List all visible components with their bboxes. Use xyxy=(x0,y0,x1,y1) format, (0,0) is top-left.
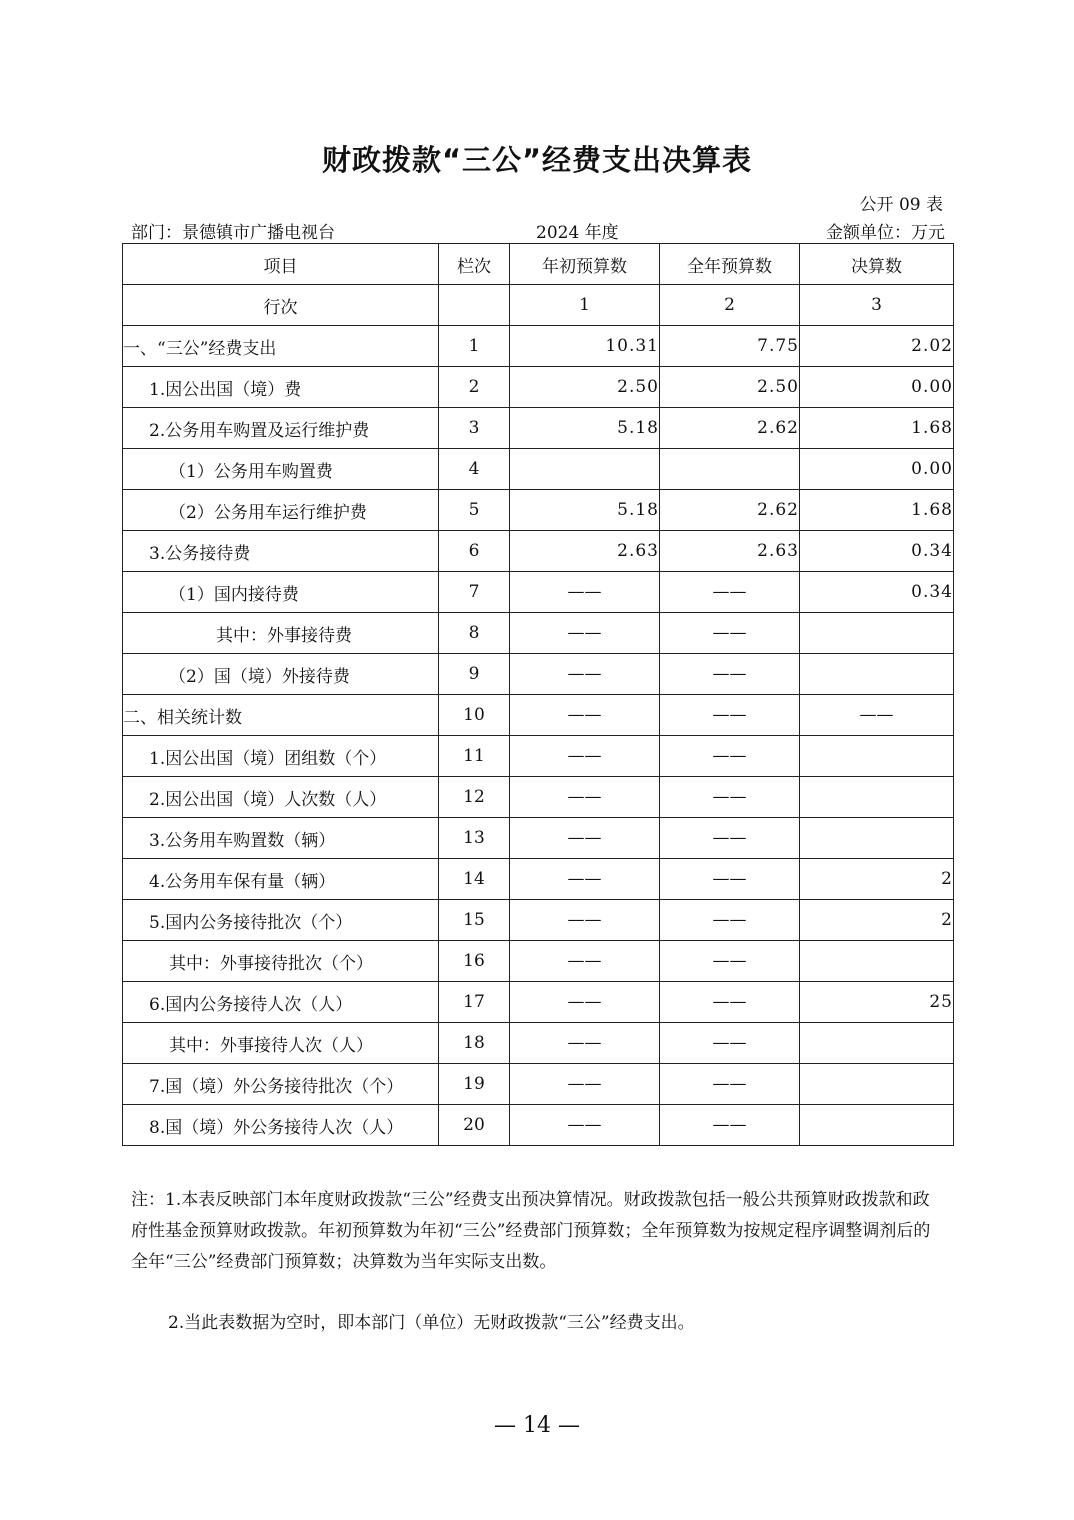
row-item: 1.因公出国（境）费 xyxy=(123,367,439,408)
row-budget-full: —— xyxy=(660,941,800,982)
row-budget-full: —— xyxy=(660,736,800,777)
row-budget-full: —— xyxy=(660,1105,800,1146)
row-final: 0.00 xyxy=(800,367,954,408)
row-item: 二、相关统计数 xyxy=(123,695,439,736)
row-final: 2 xyxy=(800,859,954,900)
row-final xyxy=(800,1064,954,1105)
department-label: 部门：景德镇市广播电视台 xyxy=(131,223,335,243)
row-budget-full: —— xyxy=(660,695,800,736)
row-budget-full: —— xyxy=(660,572,800,613)
row-item: 3.公务接待费 xyxy=(123,531,439,572)
row-budget-initial: —— xyxy=(510,572,660,613)
row-budget-full: —— xyxy=(660,982,800,1023)
unit-label: 金额单位：万元 xyxy=(826,223,945,243)
row-budget-full: —— xyxy=(660,859,800,900)
row-budget-full: —— xyxy=(660,613,800,654)
row-no: 17 xyxy=(439,982,510,1023)
row-item: 其中：外事接待费 xyxy=(123,613,439,654)
row-no: 15 xyxy=(439,900,510,941)
row-item: 1.因公出国（境）团组数（个） xyxy=(123,736,439,777)
row-no: 16 xyxy=(439,941,510,982)
row-item: 7.国（境）外公务接待批次（个） xyxy=(123,1064,439,1105)
page-title: 财政拨款“三公”经费支出决算表 xyxy=(321,143,753,177)
row-no: 8 xyxy=(439,613,510,654)
row-budget-initial: 10.31 xyxy=(510,326,660,367)
table-row xyxy=(123,449,954,490)
row-budget-initial: 2.50 xyxy=(510,367,660,408)
row-item: 5.国内公务接待批次（个） xyxy=(123,900,439,941)
year-label: 2024 年度 xyxy=(536,223,619,243)
row-final: 2.02 xyxy=(800,326,954,367)
row-no: 20 xyxy=(439,1105,510,1146)
row-final: 2 xyxy=(800,900,954,941)
expense-table xyxy=(122,243,954,1146)
row-budget-full: —— xyxy=(660,900,800,941)
row-budget-initial: —— xyxy=(510,654,660,695)
row-item: 其中：外事接待人次（人） xyxy=(123,1023,439,1064)
header-item: 项目 xyxy=(123,244,439,285)
row-item: 3.公务用车购置数（辆） xyxy=(123,818,439,859)
row-no: 10 xyxy=(439,695,510,736)
table-row xyxy=(123,900,954,941)
table-row xyxy=(123,531,954,572)
row-budget-initial: —— xyxy=(510,613,660,654)
row-no: 5 xyxy=(439,490,510,531)
row-budget-initial: —— xyxy=(510,941,660,982)
row-final: 1.68 xyxy=(800,408,954,449)
row-index-c2: 2 xyxy=(660,285,800,326)
row-budget-initial: —— xyxy=(510,1105,660,1146)
row-no: 3 xyxy=(439,408,510,449)
row-item: 8.国（境）外公务接待人次（人） xyxy=(123,1105,439,1146)
row-no: 12 xyxy=(439,777,510,818)
table-row xyxy=(123,736,954,777)
row-final: 25 xyxy=(800,982,954,1023)
row-item: 一、“三公”经费支出 xyxy=(123,326,439,367)
table-header-row xyxy=(123,244,954,285)
row-final xyxy=(800,736,954,777)
form-number: 公开 09 表 xyxy=(859,195,943,215)
row-no: 1 xyxy=(439,326,510,367)
row-no: 13 xyxy=(439,818,510,859)
row-no: 6 xyxy=(439,531,510,572)
row-final xyxy=(800,1023,954,1064)
table-meta xyxy=(131,218,945,242)
row-no: 9 xyxy=(439,654,510,695)
row-budget-full: —— xyxy=(660,1064,800,1105)
row-final: 0.00 xyxy=(800,449,954,490)
row-budget-full xyxy=(660,449,800,490)
table-row xyxy=(123,941,954,982)
row-no: 14 xyxy=(439,859,510,900)
row-budget-initial: —— xyxy=(510,818,660,859)
row-item: 2.公务用车购置及运行维护费 xyxy=(123,408,439,449)
header-final: 决算数 xyxy=(800,244,954,285)
row-item: 其中：外事接待批次（个） xyxy=(123,941,439,982)
note-1: 注：1.本表反映部门本年度财政拨款“三公”经费支出预决算情况。财政拨款包括一般公共预算财政拨款和政府性基金预算财政拨款。年初预算数为年初“三公”经费部门预算数；全年预算数为按规定程序调整调剂后的全年“三公”经费部门预算数；决算数为当年实际支出数。 xyxy=(131,1190,931,1272)
row-budget-full: 7.75 xyxy=(660,326,800,367)
row-budget-full: 2.50 xyxy=(660,367,800,408)
row-index-c1: 1 xyxy=(510,285,660,326)
row-budget-initial: —— xyxy=(510,982,660,1023)
row-budget-full: 2.62 xyxy=(660,490,800,531)
row-budget-initial: —— xyxy=(510,695,660,736)
row-final: —— xyxy=(800,695,954,736)
table-row xyxy=(123,982,954,1023)
table-row xyxy=(123,1023,954,1064)
row-budget-initial: —— xyxy=(510,736,660,777)
row-no: 7 xyxy=(439,572,510,613)
row-final xyxy=(800,941,954,982)
row-index-label: 行次 xyxy=(123,285,439,326)
row-budget-initial: 5.18 xyxy=(510,490,660,531)
row-budget-full: 2.62 xyxy=(660,408,800,449)
note-2: 2.当此表数据为空时，即本部门（单位）无财政拨款“三公”经费支出。 xyxy=(168,1313,695,1333)
row-budget-initial: 2.63 xyxy=(510,531,660,572)
row-item: （1）公务用车购置费 xyxy=(123,449,439,490)
row-item: 6.国内公务接待人次（人） xyxy=(123,982,439,1023)
page-number: — 14 — xyxy=(494,1413,580,1438)
row-item: （2）国（境）外接待费 xyxy=(123,654,439,695)
row-budget-initial xyxy=(510,449,660,490)
row-item: 4.公务用车保有量（辆） xyxy=(123,859,439,900)
row-no: 19 xyxy=(439,1064,510,1105)
table-row xyxy=(123,613,954,654)
table-row xyxy=(123,777,954,818)
row-budget-full: —— xyxy=(660,654,800,695)
row-budget-initial: —— xyxy=(510,900,660,941)
row-no: 18 xyxy=(439,1023,510,1064)
table-row xyxy=(123,408,954,449)
row-final xyxy=(800,1105,954,1146)
table-row xyxy=(123,695,954,736)
row-no: 4 xyxy=(439,449,510,490)
row-budget-full: 2.63 xyxy=(660,531,800,572)
row-item: （1）国内接待费 xyxy=(123,572,439,613)
row-index-c3: 3 xyxy=(800,285,954,326)
header-col: 栏次 xyxy=(439,244,510,285)
row-final xyxy=(800,818,954,859)
row-final: 1.68 xyxy=(800,490,954,531)
row-final xyxy=(800,613,954,654)
row-no: 2 xyxy=(439,367,510,408)
row-budget-initial: —— xyxy=(510,1064,660,1105)
row-final xyxy=(800,777,954,818)
table-row xyxy=(123,859,954,900)
row-budget-initial: —— xyxy=(510,859,660,900)
row-budget-full: —— xyxy=(660,818,800,859)
table-row xyxy=(123,1064,954,1105)
row-final: 0.34 xyxy=(800,572,954,613)
row-no: 11 xyxy=(439,736,510,777)
table-row xyxy=(123,490,954,531)
table-row xyxy=(123,1105,954,1146)
table-row xyxy=(123,572,954,613)
table-row xyxy=(123,367,954,408)
table-row xyxy=(123,654,954,695)
row-budget-initial: —— xyxy=(510,1023,660,1064)
table-row xyxy=(123,326,954,367)
table-row xyxy=(123,818,954,859)
row-item: 2.因公出国（境）人次数（人） xyxy=(123,777,439,818)
row-item: （2）公务用车运行维护费 xyxy=(123,490,439,531)
row-index-col xyxy=(439,285,510,326)
row-index-row xyxy=(123,285,954,326)
header-budget-initial: 年初预算数 xyxy=(510,244,660,285)
row-budget-initial: —— xyxy=(510,777,660,818)
row-final: 0.34 xyxy=(800,531,954,572)
row-budget-initial: 5.18 xyxy=(510,408,660,449)
row-budget-full: —— xyxy=(660,1023,800,1064)
row-final xyxy=(800,654,954,695)
header-budget-full: 全年预算数 xyxy=(660,244,800,285)
row-budget-full: —— xyxy=(660,777,800,818)
